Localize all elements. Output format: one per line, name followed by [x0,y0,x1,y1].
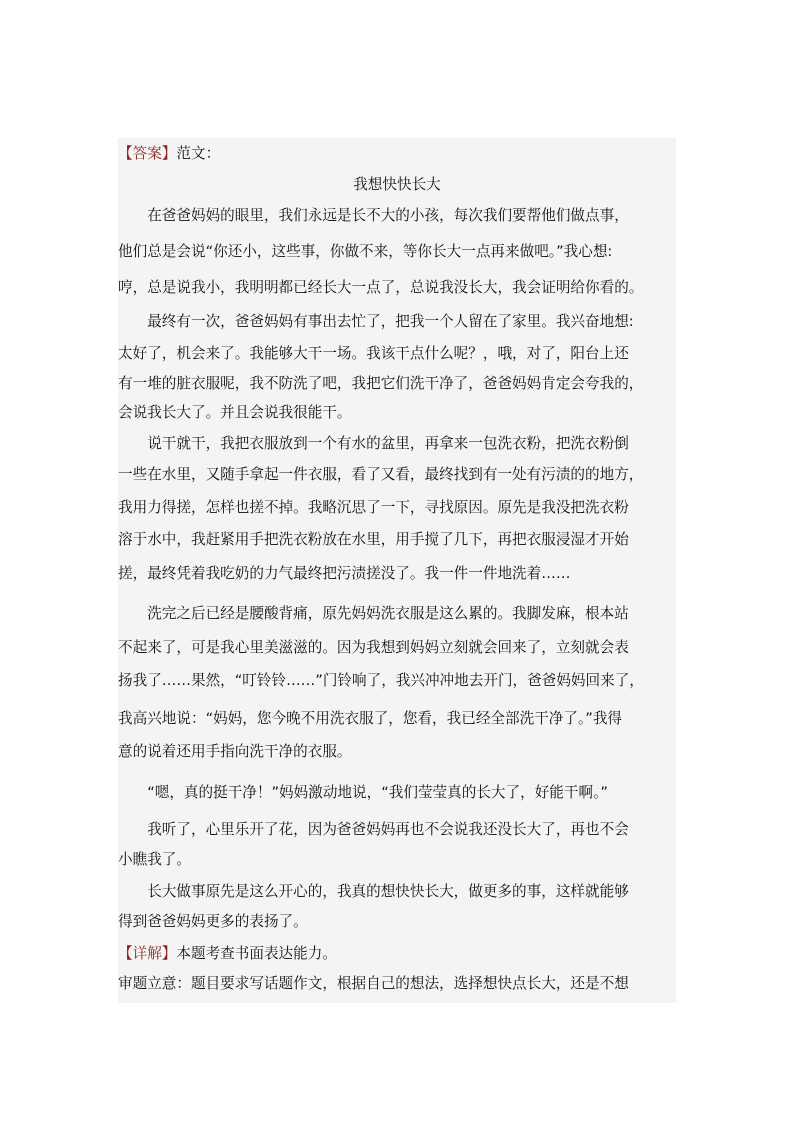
essay-line: 一些在水里，又随手拿起一件衣服，看了又看，最终找到有一处有污渍的的地方， [118,466,644,483]
essay-line: 溶于水中，我赶紧用手把洗衣粉放在水里，用手搅了几下，再把衣服浸湿才开始 [118,531,629,548]
essay-title: 我想快快长大 [353,176,441,193]
essay-line: 意的说着还用手指向洗干净的衣服。 [118,743,352,760]
essay-line: 得到爸爸妈妈更多的表扬了。 [118,913,308,930]
explanation-label: 【详解】 [118,945,177,962]
essay-line: 哼，总是说我小，我明明都已经长大一点了，总说我没长大，我会证明给你看的。 [118,279,644,296]
essay-line: 搓，最终凭着我吃奶的力气最终把污渍搓没了。我一件一件地洗着…… [118,565,571,582]
essay-line: 不起来了，可是我心里美滋滋的。因为我想到妈妈立刻就会回来了，立刻就会表 [118,639,629,656]
essay-line: 长大做事原先是这么开心的，我真的想快快长大，做更多的事，这样就能够 [118,883,629,900]
answer-heading [118,144,676,164]
answer-label: 【答案】 [118,145,177,162]
answer-panel [118,138,676,1003]
answer-suffix: 范文： [176,145,221,162]
essay-line: 会说我长大了。并且会说我很能干。 [118,404,352,421]
essay-line: 我高兴地说：“妈妈，您今晚不用洗衣服了，您看，我已经全部洗干净了。”我得 [118,710,623,727]
essay-line: 太好了，机会来了。我能够大干一场。我该干点什么呢？，哦，对了，阳台上还 [118,345,629,362]
essay-line: “嗯，真的挺干净！”妈妈激动地说，“我们莹莹真的长大了，好能干啊。” [118,784,608,801]
explanation-heading [118,944,676,964]
essay-line: 最终有一次，爸爸妈妈有事出去忙了，把我一个人留在了家里。我兴奋地想: [118,313,634,330]
essay-line: 他们总是会说“你还小，这些事，你做不来，等你长大一点再来做吧。”我心想: [118,243,613,260]
essay-line: 我听了，心里乐开了花，因为爸爸妈妈再也不会说我还没长大了，再也不会 [118,821,629,838]
essay-line: 在爸爸妈妈的眼里，我们永远是长不大的小孩，每次我们要帮他们做点事， [118,207,629,224]
essay-line: 小瞧我了。 [118,851,191,868]
essay-line: 扬我了……果然，“叮铃铃……”门铃响了，我兴冲冲地去开门，爸爸妈妈回来了， [118,672,644,689]
essay-line: 洗完之后已经是腰酸背痛，原先妈妈洗衣服是这么累的。我脚发麻，根本站 [118,605,629,622]
explanation-line: 审题立意：题目要求写话题作文，根据自己的想法，选择想快点长大，还是不想 [118,975,629,992]
explanation-text: 本题考查书面表达能力。 [176,945,337,962]
essay-line: 说干就干，我把衣服放到一个有水的盆里，再拿来一包洗衣粉，把洗衣粉倒 [118,435,629,452]
essay-line: 有一堆的脏衣服呢，我不防洗了吧，我把它们洗干净了，爸爸妈妈肯定会夸我的， [118,375,644,392]
essay-line: 我用力得搓，怎样也搓不掉。我略沉思了一下，寻找原因。原先是我没把洗衣粉 [118,499,629,516]
